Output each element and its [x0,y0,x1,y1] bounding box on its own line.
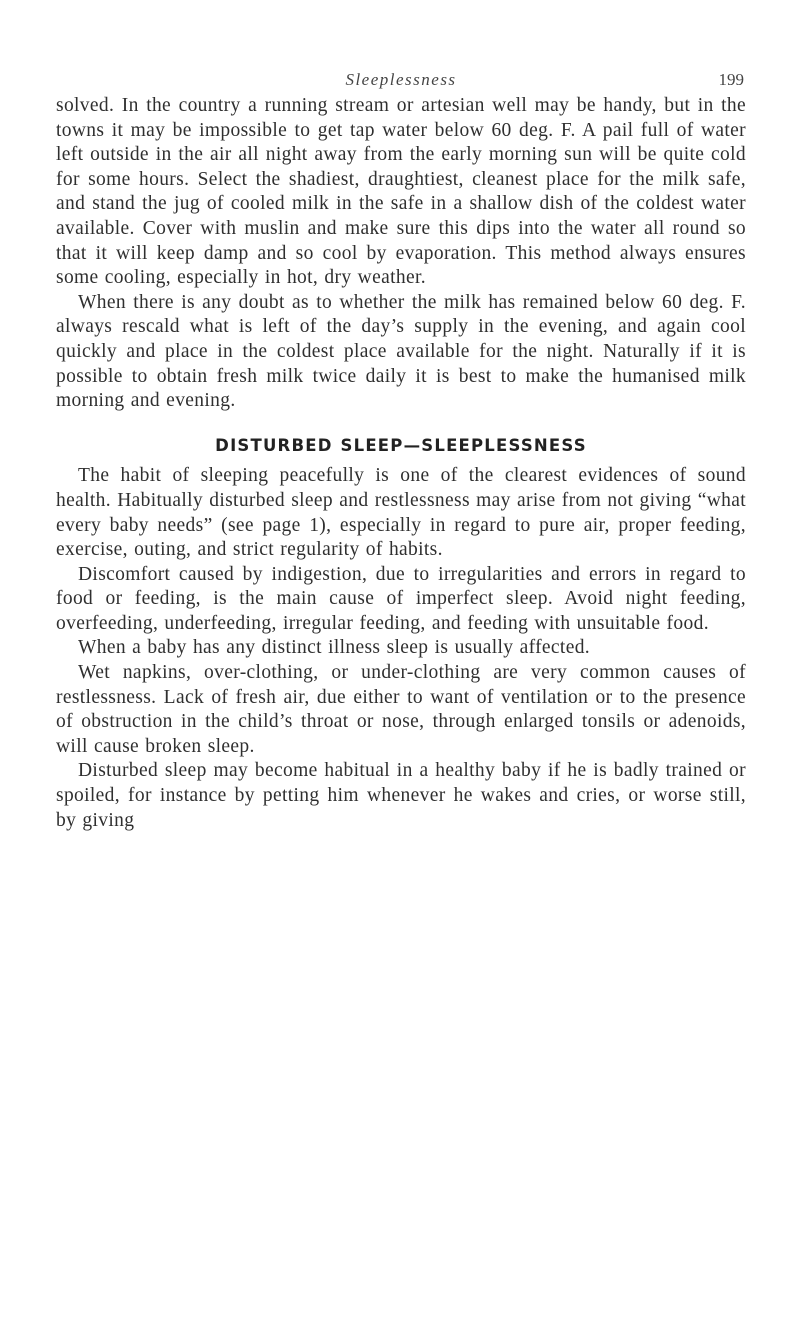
paragraph-habitual-disturbance: Disturbed sleep may become habitual in a healthy baby if he is badly trained or spoiled, for instance by petting him whenever he wakes and cries, or worse still, by giving [56,760,746,831]
paragraph-sleep-habit: The habit of sleeping peacefully is one of the clearest evidences of sound health. Habitually disturbed sleep and restlessness may arise from not giving “what every baby needs” (see page 1), especially in regard to pure air, proper feeding, exercise, outing, and strict regularity of habits. [56,465,746,561]
section-heading: DISTURBED SLEEP—SLEEPLESSNESS [215,435,587,455]
paragraph-illness: When a baby has any distinct illness sleep is usually affected. [78,637,591,659]
running-head: Sleeplessness [345,70,457,89]
page-header [56,60,746,94]
paragraph-indigestion: Discomfort caused by indigestion, due to irregularities and errors in regard to food or feeding, is the main cause of imperfect sleep. Avoid night feeding, overfeeding, underfeeding, irregular feeding, and feeding with unsuitable food. [56,563,746,634]
paragraph-continued: solved. In the country a running stream or artesian well may be handy, but in the towns it may be impossible to get tap water below 60 deg. F. A pail full of water left outside in the air all night away from the early morning sun will be quite cold for some hours. Select the shadiest, draughtiest, cleanest place for the milk safe, and stand the jug of cooled milk in the safe in a shallow dish of the coldest water available. Cover with muslin and make sure this dips into the water all round so that it will keep damp and so cool by evaporation. This method always ensures some cooling, especially in hot, dry weather. [56,95,746,289]
paragraph-milk-rescald: When there is any doubt as to whether the milk has remained below 60 deg. F. always rescald what is left of the day’s supply in the evening, and again cool quickly and place in the coldest place available for the night. Naturally if it is possible to obtain fresh milk twice daily it is best to make the humanised milk morning and evening. [56,291,746,412]
paragraph-restlessness-causes: Wet napkins, over-clothing, or under-clothing are very common causes of restlessness. Lack of fresh air, due either to want of ventilation or to the presence of obstruction in the child’s throat or nose, through enlarged tonsils or adenoids, will cause broken sleep. [56,662,746,757]
page-number: 199 [718,70,744,89]
body-text [56,94,746,833]
book-page [56,60,746,833]
